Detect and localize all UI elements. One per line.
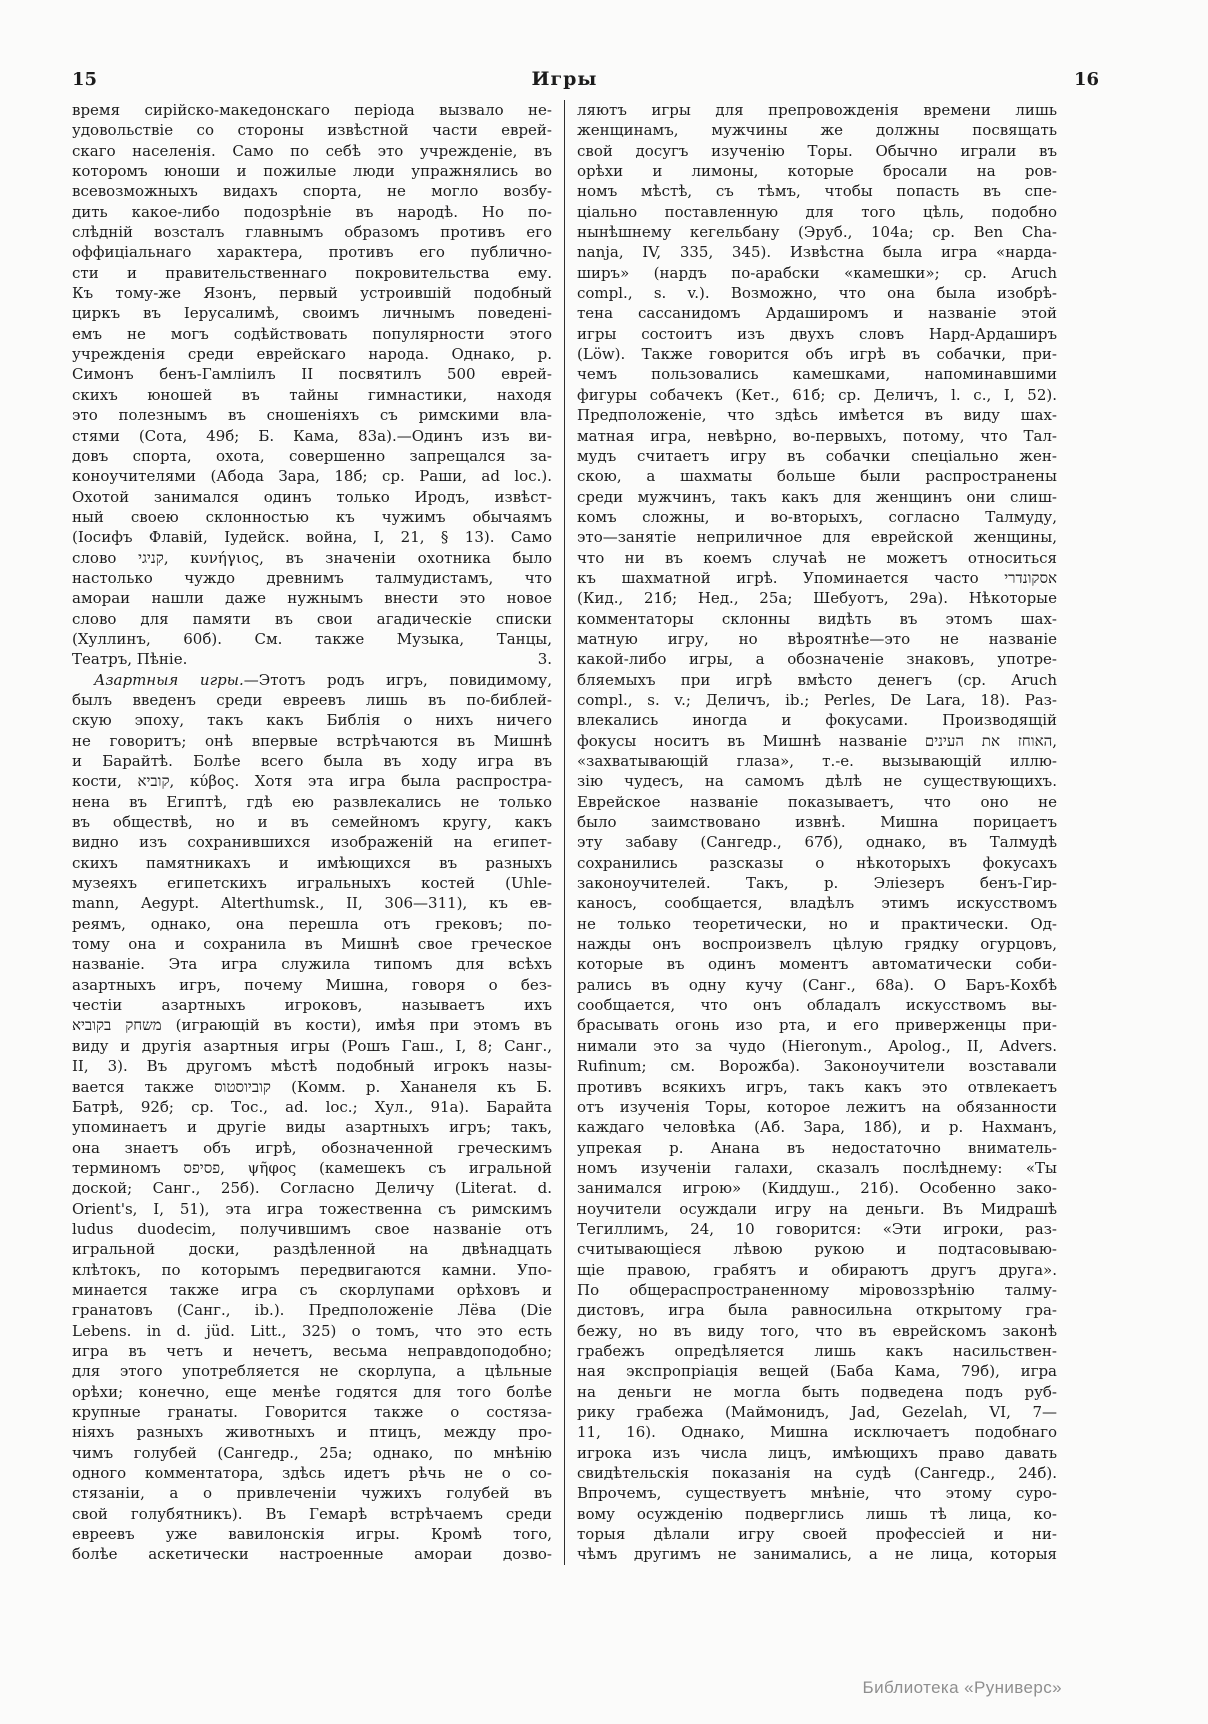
text-line: скою, а шахматы больше были распространены — [577, 467, 1057, 486]
library-watermark: Библиотека «Руниверс» — [862, 1678, 1062, 1697]
text-line: свой досугъ изученію Торы. Обычно играли въ — [577, 141, 1057, 160]
text-line: каждаго человѣка (Аб. Зара, 18б), и р. Нахманъ, — [577, 1118, 1057, 1137]
section-signature: 3. — [537, 650, 552, 669]
text-line: болѣе аскетически настроенные амораи дозво- — [72, 1545, 552, 1564]
left-paragraph-1 — [72, 100, 552, 649]
text-line: и Барайтѣ. Болѣе всего была въ ходу игра въ — [72, 752, 552, 770]
text-line: Lebens. in d. jüd. Litt., 325) о томъ, что это есть — [72, 1321, 552, 1340]
text-line: настолько чуждо древнимъ талмудистамъ, что — [72, 568, 552, 587]
text-line: гранатовъ (Санг., ib.). Предположеніе Лёва (Die — [72, 1301, 552, 1320]
text-line: рику грабежа (Маймонидъ, Jad, Gezelah, VI, 7— — [577, 1403, 1057, 1421]
text-line: ляютъ игры для препровожденія времени лишь — [577, 101, 1057, 119]
text-line: доской; Санг., 25б). Согласно Деличу (Literat. d. — [72, 1179, 552, 1198]
text-line: названіе. Эта игра служила типомъ для всѣхъ — [72, 955, 552, 974]
text-line: номъ мѣстѣ, съ тѣмъ, чтобы попасть въ спе- — [577, 182, 1057, 201]
text-line: эту забаву (Сангедр., 67б), однако, въ Талмудѣ — [577, 833, 1057, 852]
text-line: циркъ въ Іерусалимѣ, своимъ личнымъ поведені- — [72, 304, 552, 323]
text-line: противъ всякихъ игръ, такъ какъ это отвлекаетъ — [577, 1077, 1057, 1096]
text-line: скую эпоху, такъ какъ Библія о нихъ ничего — [72, 711, 552, 730]
text-line: комментаторы склонны видѣть въ этомъ шах- — [577, 609, 1057, 628]
text-line: compl., s. v.). Возможно, что она была изобрѣ- — [577, 284, 1057, 303]
text-line: משחק בקוביא (играющій въ кости), имѣя при этомъ въ — [72, 1016, 552, 1035]
text-line: было заимствовано извнѣ. Мишна порицаетъ — [577, 813, 1057, 832]
text-line: кости, קוביא, κύβος. Хотя эта игра была распростра- — [72, 772, 552, 791]
text-line: орѣхи; конечно, еще менѣе годятся для того болѣе — [72, 1382, 552, 1401]
text-line: чимъ голубей (Сангедр., 25а; однако, по мнѣнію — [72, 1443, 552, 1462]
text-line: ноучители осуждали игру на деньги. Въ Мидрашѣ — [577, 1199, 1057, 1218]
text-line: свидѣтельскія показанія на судѣ (Сангедр., 24б). — [577, 1464, 1057, 1483]
text-line: въ обществѣ, но и въ семейномъ кругу, какъ — [72, 813, 552, 832]
text-line: довъ спорта, охота, совершенно запрещался за- — [72, 446, 552, 465]
text-line: терминомъ פסיפס, ψῆφος (камешекъ съ игральной — [72, 1158, 552, 1177]
text-line: стями (Сота, 49б; Б. Кама, 83а).—Одинъ изъ ви- — [72, 426, 552, 445]
text-line: стязаніи, а о привлеченіи чужихъ голубей въ — [72, 1484, 552, 1503]
text-line: честіи азартныхъ игроковъ, называетъ ихъ — [72, 996, 552, 1015]
text-line: ная экспропріація вещей (Баба Кама, 79б), игра — [577, 1362, 1057, 1381]
text-line: фокусы носитъ въ Мишнѣ названіе האוחז את העינים, — [577, 731, 1057, 750]
left-paragraph-1-last-line — [72, 649, 552, 669]
text-line: ніяхъ разныхъ животныхъ и птицъ, между про- — [72, 1423, 552, 1442]
text-line: скихъ памятникахъ и имѣющихся въ разныхъ — [72, 853, 552, 872]
text-line: къ шахматной игрѣ. Упоминается часто אסקונדרי — [577, 568, 1057, 587]
text-line: Къ тому-же Язонъ, первый устроившій подобный — [72, 284, 552, 303]
text-line: это полезнымъ въ сношеніяхъ съ римскими вла- — [72, 406, 552, 425]
text-columns — [72, 100, 1057, 1565]
text-line: мудъ считаетъ игру въ собачки спеціально жен- — [577, 446, 1057, 465]
text-line: Симонъ бенъ-Гамліилъ II посвятилъ 500 еврей- — [72, 365, 552, 384]
text-line: женщинамъ, мужчины же должны посвящать — [577, 121, 1057, 140]
text-line: крупные гранаты. Говорится также о состяза- — [72, 1403, 552, 1421]
text-line: рались въ одну кучу (Санг., 68а). О Баръ-Кохбѣ — [577, 975, 1057, 994]
text-line: фигуры собачекъ (Кет., 61б; ср. Деличъ, l. c., I, 52). — [577, 385, 1057, 404]
text-line: коноучителями (Абода Зара, 18б; ср. Раши, ad loc.). — [72, 467, 552, 486]
text-line: Предположеніе, что здѣсь имѣется въ виду шах- — [577, 406, 1057, 425]
text-line: Orient's, I, 51), эта игра тожественна съ римскимъ — [72, 1199, 552, 1218]
text-line: (Löw). Также говорится объ игрѣ въ собачки, при- — [577, 345, 1057, 364]
text-line: слѣдній возсталъ главнымъ образомъ противъ его — [72, 223, 552, 242]
text-line: вается также קוביוסטוס (Комм. р. Хананеля къ Б. — [72, 1077, 552, 1096]
text-line: (Кид., 21б; Нед., 25а; Шебуотъ, 29а). Нѣкоторые — [577, 589, 1057, 608]
left-paragraph-2 — [72, 690, 552, 1565]
text-line: nanja, IV, 335, 345). Извѣстна была игра «нарда- — [577, 243, 1057, 262]
text-line: виду и другія азартныя игры (Рошъ Гаш., I, 8; Санг., — [72, 1036, 552, 1055]
text-line: которомъ юноши и пожилые люди упражнялись во — [72, 162, 552, 181]
text-line: для этого употребляется не скорлупа, а цѣльные — [72, 1362, 552, 1381]
text-line: 11, 16). Однако, Мишна исключаетъ подобнаго — [577, 1423, 1057, 1442]
text-line: чѣмъ другимъ не занимались, а не лица, которыя — [577, 1545, 1057, 1564]
column-divider — [564, 100, 565, 1565]
text-line: на деньги не могла быть подведена подъ руб- — [577, 1382, 1057, 1401]
paragraph-lead-term: Азартныя игры. — [94, 670, 244, 689]
text-line: ширъ» (нардъ по-арабски «камешки»; ср. Aruch — [577, 263, 1057, 282]
text-line: бежу, но въ виду того, что въ еврейскомъ законѣ — [577, 1321, 1057, 1340]
text-line: ludus duodecim, получившимъ свое названіе отъ — [72, 1219, 552, 1238]
text-line: законоучителей. Такъ, р. Эліезеръ бенъ-Гир- — [577, 874, 1057, 893]
text-line: которые въ одинъ моментъ автоматически соби- — [577, 955, 1057, 974]
text-line: учрежденія среди еврейскаго народа. Однако, р. — [72, 345, 552, 364]
text-line: игральной доски, раздѣленной на двѣнадцать — [72, 1240, 552, 1259]
text-line: реямъ, однако, она перешла отъ грековъ; по- — [72, 914, 552, 933]
text-line: она знаетъ объ игрѣ, обозначенной греческимъ — [72, 1138, 552, 1157]
text-line: время сирійско-македонскаго періода вызвало не- — [72, 101, 552, 119]
text-line: сохранились разсказы о нѣкоторыхъ фокусахъ — [577, 853, 1057, 872]
text-line: По общераспространенному міровоззрѣнію талму- — [577, 1280, 1057, 1299]
text-line: mann, Aegypt. Alterthumsk., II, 306—311), къ ев- — [72, 894, 552, 913]
text-line: каносъ, сообщается, владѣлъ этимъ искусствомъ — [577, 894, 1057, 913]
text-line: скаго населенія. Само по себѣ это учрежденіе, въ — [72, 141, 552, 160]
text-line: Rufinum; см. Ворожба). Законоучители возставали — [577, 1057, 1057, 1076]
text-line: емъ не могъ содѣйствовать популярности этого — [72, 324, 552, 343]
text-line: считывающіеся лѣвою рукою и подтасовываю- — [577, 1240, 1057, 1259]
text-line: (Іосифъ Флавій, Іудейск. война, I, 21, § 13). Само — [72, 528, 552, 547]
text-line: какой-либо игры, а обозначеніе знаковъ, употре- — [577, 650, 1057, 669]
text-line: ный своею склонностью къ чужимъ обычаямъ — [72, 507, 552, 526]
left-paragraph-2-lead-line — [72, 670, 552, 690]
paragraph-lead-rest: —Этотъ родъ игръ, повидимому, — [243, 670, 552, 689]
text-line: игрока изъ числа лицъ, имѣющихъ право давать — [577, 1443, 1057, 1462]
paragraph-end-text: Театръ, Пѣніе. — [72, 650, 188, 669]
page-title: Игры — [531, 68, 598, 90]
page-number-right: 16 — [1073, 69, 1099, 90]
text-line: что ни въ коемъ случаѣ не можетъ относиться — [577, 548, 1057, 567]
text-line: всевозможныхъ видахъ спорта, не могло возбу- — [72, 182, 552, 201]
text-line: среди мужчинъ, такъ какъ для женщинъ они слиш- — [577, 487, 1057, 506]
text-line: чемъ пользовались камешками, напоминавшими — [577, 365, 1057, 384]
text-line: занимался игрою» (Киддуш., 21б). Особенно зако- — [577, 1179, 1057, 1198]
left-column — [72, 100, 552, 1565]
text-line: сообщается, что онъ обладалъ искусствомъ вы- — [577, 996, 1057, 1015]
text-line: комъ сложны, и во-вторыхъ, согласно Талмуду, — [577, 507, 1057, 526]
text-line: бляемыхъ при игрѣ вмѣсто денегъ (ср. Aruch — [577, 670, 1057, 689]
text-line: матная игра, невѣрно, во-первыхъ, потому, что Тал- — [577, 426, 1057, 445]
text-line: (Хуллинъ, 60б). См. также Музыка, Танцы, — [72, 629, 552, 648]
text-line: compl., s. v.; Деличъ, ib.; Perles, De Lara, 18). Раз- — [577, 690, 1057, 709]
text-line: нимали это за чудо (Hieronym., Apolog., II, Advers. — [577, 1036, 1057, 1055]
text-line: торыя дѣлали игру своей профессіей и ни- — [577, 1525, 1057, 1544]
text-line: скихъ юношей въ тайны гимнастики, находя — [72, 385, 552, 404]
text-line: не говоритъ; онѣ впервые встрѣчаются въ Мишнѣ — [72, 731, 552, 750]
text-line: азартныхъ игръ, почему Мишна, говоря о без- — [72, 975, 552, 994]
text-line: Впрочемъ, существуетъ мнѣніе, что этому суро- — [577, 1484, 1057, 1503]
text-line: минается также игра съ скорлупами орѣховъ и — [72, 1280, 552, 1299]
text-line: грабежъ опредѣляется лишь какъ насильствен- — [577, 1341, 1057, 1360]
text-line: евреевъ уже вавилонскія игры. Кромѣ того, — [72, 1525, 552, 1544]
text-line: орѣхи и лимоны, которые бросали на ров- — [577, 162, 1057, 181]
right-column — [577, 100, 1057, 1565]
text-line: щіе правою, грабятъ и обираютъ другъ друга». — [577, 1260, 1057, 1279]
text-line: Охотой занимался одинъ только Иродъ, извѣст- — [72, 487, 552, 506]
text-line: дить какое-либо подозрѣніе въ народѣ. Но по- — [72, 202, 552, 221]
text-line: номъ изученіи галахи, сказалъ послѣднему: «Ты — [577, 1158, 1057, 1177]
text-line: удовольствіе со стороны извѣстной части еврей- — [72, 121, 552, 140]
text-line: былъ введенъ среди евреевъ лишь въ по-библей- — [72, 690, 552, 709]
page-header — [72, 68, 1099, 90]
text-line: слово для памяти въ свои агадическіе списки — [72, 609, 552, 628]
text-line: ціально поставленную для того цѣль, подобно — [577, 202, 1057, 221]
text-line: дистовъ, игра была равносильна открытому гра- — [577, 1301, 1057, 1320]
text-line: оффиціальнаго характера, противъ его публично- — [72, 243, 552, 262]
text-line: брасывать огонь изо рта, и его приверженцы при- — [577, 1016, 1057, 1035]
text-line: нена въ Египтѣ, гдѣ ею развлекались не только — [72, 792, 552, 811]
text-line: тому она и сохранила въ Мишнѣ свое греческое — [72, 935, 552, 954]
text-line: Тегиллимъ, 24, 10 говорится: «Эти игроки, раз- — [577, 1219, 1057, 1238]
text-line: вому осужденію подверглись лишь тѣ лица, ко- — [577, 1504, 1057, 1523]
text-line: упоминаетъ и другіе виды азартныхъ игръ; такъ, — [72, 1118, 552, 1137]
text-line: одного комментатора, здѣсь идетъ рѣчь не о со- — [72, 1464, 552, 1483]
page-number-left: 15 — [72, 69, 98, 90]
text-line: игры состоитъ изъ двухъ словъ Нард-Ардаширъ — [577, 324, 1057, 343]
right-paragraph — [577, 100, 1057, 1565]
text-line: игра въ четъ и нечетъ, весьма неправдоподобно; — [72, 1341, 552, 1360]
text-line: свой голубятникъ). Въ Гемарѣ встрѣчаемъ среди — [72, 1504, 552, 1523]
text-line: влекались иногда и фокусами. Производящій — [577, 711, 1057, 730]
text-line: отъ изученія Торы, которое лежитъ на обязанности — [577, 1097, 1057, 1116]
text-line: сти и правительственнаго покровительства ему. — [72, 263, 552, 282]
text-line: Еврейское названіе показываетъ, что оно не — [577, 792, 1057, 811]
text-line: видно изъ сохранившихся изображеній на египет- — [72, 833, 552, 852]
text-line: «захватывающій глаза», т.-е. вызывающій иллю- — [577, 752, 1057, 770]
text-line: Батрѣ, 92б; ср. Тос., ad. loc.; Хул., 91а). Барайта — [72, 1097, 552, 1116]
text-line: нынѣшнему кегельбану (Эруб., 104а; ср. Ben Cha- — [577, 223, 1057, 242]
text-line: музеяхъ египетскихъ игральныхъ костей (Uhle- — [72, 874, 552, 893]
text-line: слово קניגי, κυνήγιος, въ значеніи охотника было — [72, 548, 552, 567]
text-line: зію чудесъ, на самомъ дѣлѣ не существующихъ. — [577, 772, 1057, 791]
text-line: матную игру, но вѣроятнѣе—это не названіе — [577, 629, 1057, 648]
text-line: нажды онъ воспроизвелъ цѣлую грядку огурцовъ, — [577, 935, 1057, 954]
text-line: II, 3). Въ другомъ мѣстѣ подобный игрокъ назы- — [72, 1057, 552, 1076]
text-line: упрекая р. Анана въ недостаточно вниматель- — [577, 1138, 1057, 1157]
text-line: тена сассанидомъ Ардаширомъ и названіе этой — [577, 304, 1057, 323]
text-line: амораи нашли даже нужнымъ внести это новое — [72, 589, 552, 608]
text-line: это—занятіе неприличное для еврейской женщины, — [577, 528, 1057, 547]
text-line: не только теоретически, но и практически. Од- — [577, 914, 1057, 933]
text-line: клѣтокъ, по которымъ передвигаются камни. Упо- — [72, 1260, 552, 1279]
